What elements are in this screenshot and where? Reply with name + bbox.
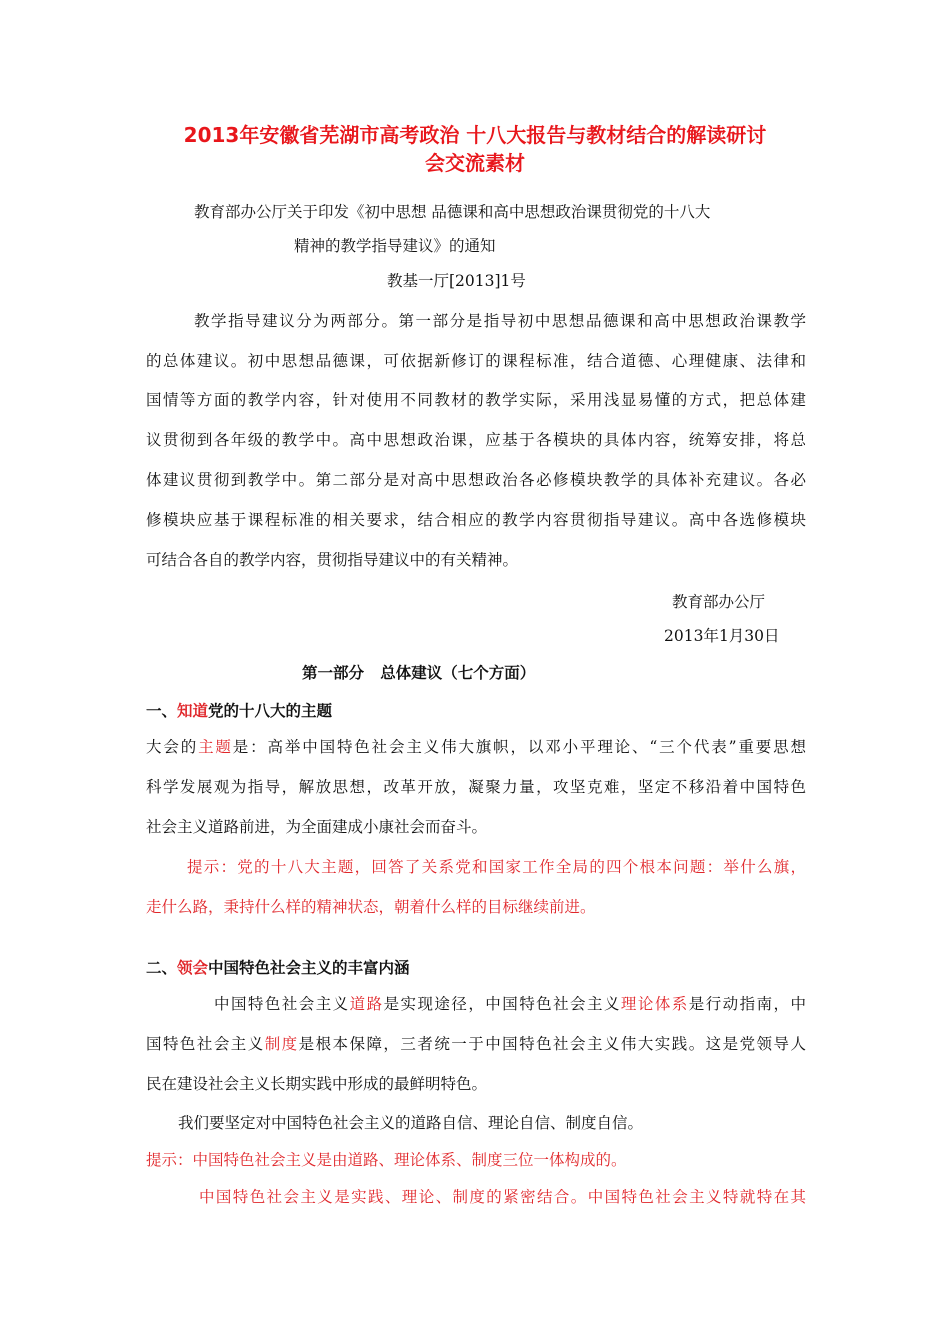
section1-number: 一、 xyxy=(146,702,178,720)
notice-body-line: 可结合各自的教学内容，贯彻指导建议中的有关精神。 xyxy=(146,551,519,569)
part-one-heading: 第一部分 总体建议（七个方面） xyxy=(302,664,536,682)
notice-date: 2013年1月30日 xyxy=(664,627,780,645)
section2-body-text: 是根本保障，三者统一于中国特色社会主义伟大实践。这是党领导人 xyxy=(298,1035,806,1053)
notice-doc-number: 教基一厅[2013]1号 xyxy=(387,272,526,290)
section2-number: 二、 xyxy=(146,959,178,977)
section2-body-line xyxy=(146,1033,806,1055)
section1-body-line xyxy=(146,736,806,758)
section2-tip-line: 中国特色社会主义是实践、理论、制度的紧密结合。中国特色社会主义特就特在其 xyxy=(199,1188,806,1206)
notice-body-line: 修模块应基于课程标准的相关要求，结合相应的教学内容贯彻指导建议。高中各选修模块 xyxy=(146,511,806,529)
section2-body-text: 国特色社会主义 xyxy=(146,1035,265,1053)
section1-body-text: 大会的 xyxy=(146,738,199,756)
notice-body-line: 体建议贯彻到教学中。第二部分是对高中思想政治各必修模块教学的具体补充建议。各必 xyxy=(146,471,806,489)
section1-tip-line: 提示：党的十八大主题，回答了关系党和国家工作全局的四个根本问题：举什么旗， xyxy=(187,858,806,876)
section1-keyword: 知道 xyxy=(177,702,209,720)
notice-heading-line2: 精神的教学指导建议》的通知 xyxy=(294,237,496,255)
section1-heading xyxy=(146,700,332,722)
section2-body-line: 民在建设社会主义长期实践中形成的最鲜明特色。 xyxy=(146,1075,488,1093)
notice-heading-line1: 教育部办公厅关于印发《初中思想 品德课和高中思想政治课贯彻党的十八大 xyxy=(194,203,711,221)
notice-body-line: 的总体建议。初中思想品德课，可依据新修订的课程标准，结合道德、心理健康、法律和 xyxy=(146,352,806,370)
section2-body-keyword: 制度 xyxy=(264,1035,299,1053)
section2-body-text: 是实现途径，中国特色社会主义 xyxy=(383,995,621,1013)
section2-body-text: 是行动指南，中 xyxy=(688,995,806,1013)
section1-title: 党的十八大的主题 xyxy=(208,702,333,720)
section1-body-text: 是：高举中国特色社会主义伟大旗帜，以邓小平理论、“三个代表”重要思想 xyxy=(232,738,806,756)
section2-body-text: 中国特色社会主义 xyxy=(214,995,350,1013)
section1-tip-line: 走什么路，秉持什么样的精神状态，朝着什么样的目标继续前进。 xyxy=(146,898,596,916)
notice-signature: 教育部办公厅 xyxy=(672,593,766,611)
section2-tip-line: 提示：中国特色社会主义是由道路、理论体系、制度三位一体构成的。 xyxy=(146,1151,627,1169)
section1-body-line: 科学发展观为指导，解放思想，改革开放，凝聚力量，攻坚克难，坚定不移沿着中国特色 xyxy=(146,778,806,796)
document-title-line1: 2013年安徽省芜湖市高考政治 十八大报告与教材结合的解读研讨 xyxy=(183,123,767,147)
section2-keyword: 领会 xyxy=(177,959,209,977)
notice-body-line: 教学指导建议分为两部分。第一部分是指导初中思想品德课和高中思想政治课教学 xyxy=(194,312,806,330)
section2-heading xyxy=(146,957,410,979)
section2-body-keyword: 道路 xyxy=(349,995,384,1013)
document-title-line2: 会交流素材 xyxy=(425,151,525,175)
section2-body-line: 我们要坚定对中国特色社会主义的道路自信、理论自信、制度自信。 xyxy=(178,1114,644,1132)
notice-body-line: 国情等方面的教学内容，针对使用不同教材的教学实际，采用浅显易懂的方式，把总体建 xyxy=(146,391,806,409)
notice-body-line: 议贯彻到各年级的教学中。高中思想政治课，应基于各模块的具体内容，统筹安排，将总 xyxy=(146,431,806,449)
section2-body-keyword: 理论体系 xyxy=(620,995,689,1013)
section1-body-keyword: 主题 xyxy=(198,738,233,756)
section1-body-line: 社会主义道路前进，为全面建成小康社会而奋斗。 xyxy=(146,818,488,836)
section2-body-line xyxy=(214,993,806,1015)
section2-title: 中国特色社会主义的丰富内涵 xyxy=(208,959,410,977)
